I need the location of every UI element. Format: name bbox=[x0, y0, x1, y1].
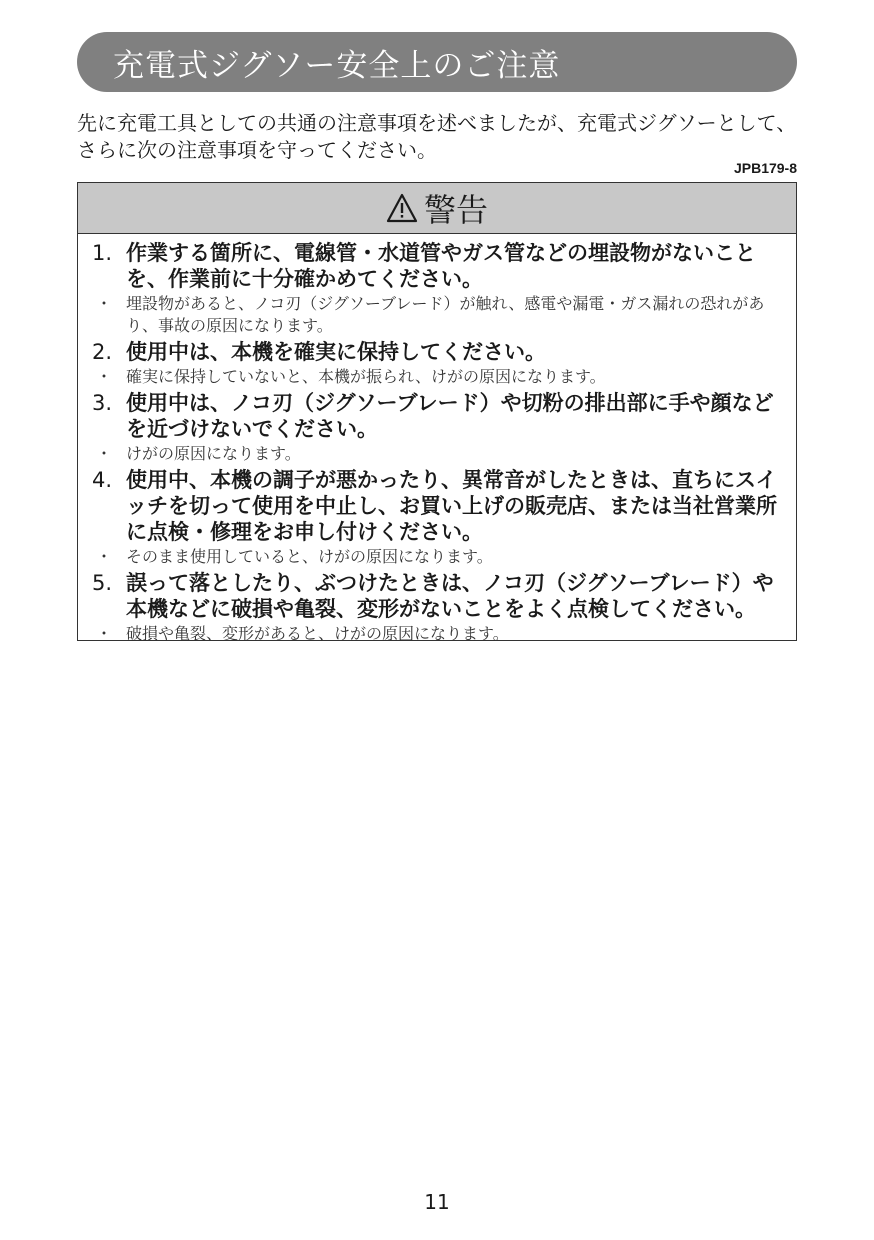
warning-item-1 bbox=[92, 240, 784, 292]
warning-note-1 bbox=[92, 293, 784, 337]
warning-note-5 bbox=[92, 623, 784, 645]
item-text: 作業する箇所に、電線管・水道管やガス管などの埋設物がないことを、作業前に十分確かめてください。 bbox=[126, 241, 756, 291]
note-text: 破損や亀裂、変形があると、けがの原因になります。 bbox=[126, 624, 509, 643]
note-text: 埋設物があると、ノコ刃（ジグソーブレード）が触れ、感電や漏電・ガス漏れの恐れがあり、事故の原因になります。 bbox=[126, 294, 765, 335]
item-number: 1. bbox=[92, 241, 113, 265]
bullet: ・ bbox=[96, 367, 113, 386]
warning-note-3 bbox=[92, 443, 784, 465]
warning-items bbox=[78, 234, 796, 645]
intro-paragraph: 先に充電工具としての共通の注意事項を述べましたが、充電式ジグソーとして、さらに次の注意事項を守ってください。 bbox=[77, 111, 797, 162]
item-text: 使用中は、ノコ刃（ジグソーブレード）や切粉の排出部に手や顔などを近づけないでください。 bbox=[126, 391, 774, 441]
item-number: 2. bbox=[92, 340, 113, 364]
section-title: 充電式ジグソー安全上のご注意 bbox=[113, 47, 561, 84]
warning-item-2 bbox=[92, 339, 784, 365]
bullet: ・ bbox=[96, 444, 113, 463]
warning-item-4 bbox=[92, 467, 784, 545]
document-code: JPB179-8 bbox=[733, 160, 797, 176]
warning-item-3 bbox=[92, 390, 784, 442]
warning-box bbox=[77, 182, 797, 641]
warning-note-2 bbox=[92, 366, 784, 388]
warning-header bbox=[78, 183, 796, 234]
item-number: 5. bbox=[92, 571, 113, 595]
item-text: 誤って落としたり、ぶつけたときは、ノコ刃（ジグソーブレード）や本機などに破損や亀裂、変形がないことをよく点検してください。 bbox=[126, 571, 774, 621]
page-number: 11 bbox=[424, 1190, 450, 1214]
note-text: そのまま使用していると、けがの原因になります。 bbox=[126, 547, 493, 566]
item-number: 3. bbox=[92, 391, 113, 415]
item-text: 使用中は、本機を確実に保持してください。 bbox=[126, 340, 546, 364]
item-number: 4. bbox=[92, 468, 113, 492]
bullet: ・ bbox=[96, 294, 113, 313]
section-title-bar bbox=[77, 32, 797, 92]
note-text: けがの原因になります。 bbox=[126, 444, 301, 463]
warning-item-5 bbox=[92, 570, 784, 622]
item-text: 使用中、本機の調子が悪かったり、異常音がしたときは、直ちにスイッチを切って使用を中止し、お買い上げの販売店、または当社営業所に点検・修理をお申し付けください。 bbox=[126, 468, 777, 544]
bullet: ・ bbox=[96, 547, 113, 566]
bullet: ・ bbox=[96, 624, 113, 643]
warning-heading: 警告 bbox=[423, 191, 488, 229]
warning-triangle-icon bbox=[386, 193, 418, 223]
note-text: 確実に保持していないと、本機が振られ、けがの原因になります。 bbox=[126, 367, 606, 386]
warning-note-4 bbox=[92, 546, 784, 568]
